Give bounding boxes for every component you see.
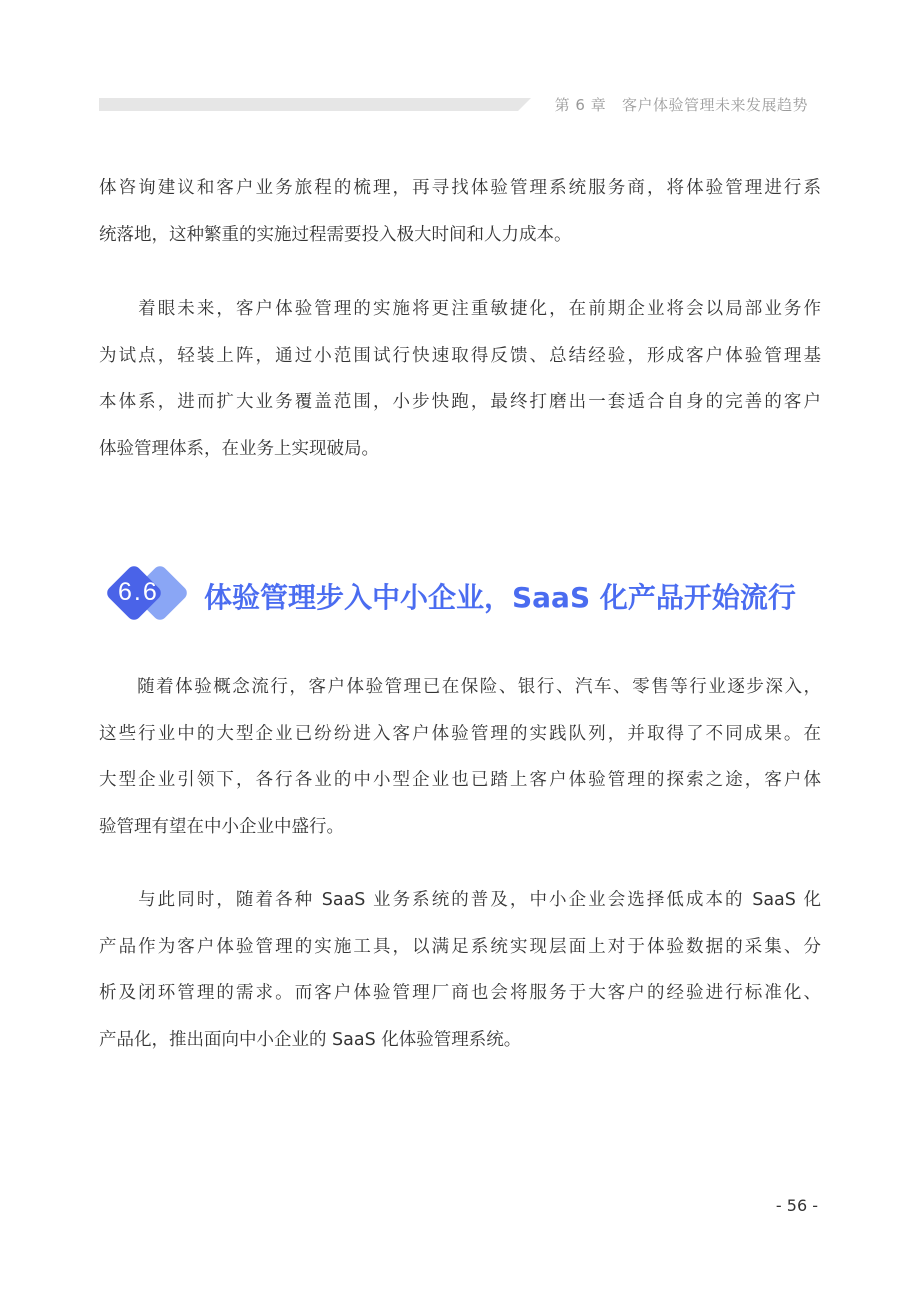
paragraph-4 <box>99 877 821 1064</box>
text-line: 体验管理体系，在业务上实现破局。 <box>99 439 379 460</box>
section-title: 体验管理步入中小企业，SaaS 化产品开始流行 <box>204 581 796 614</box>
page-number: - 56 - <box>775 1196 818 1215</box>
section-number: 6.6 <box>118 578 159 606</box>
section-heading <box>104 568 824 626</box>
paragraph-3 <box>99 664 821 851</box>
text-line: 这些行业中的大型企业已纷纷进入客户体验管理的实践队列，并取得了不同成果。在 <box>99 723 821 744</box>
paragraph-2 <box>99 286 821 473</box>
text-line: 产品化，推出面向中小企业的 SaaS 化体验管理系统。 <box>99 1030 522 1051</box>
text-line: 验管理有望在中小企业中盛行。 <box>99 817 344 838</box>
text-line: 本体系，进而扩大业务覆盖范围，小步快跑，最终打磨出一套适合自身的完善的客户 <box>99 392 821 413</box>
text-line: 统落地，这种繁重的实施过程需要投入极大时间和人力成本。 <box>99 224 572 245</box>
text-line: 随着体验概念流行，客户体验管理已在保险、银行、汽车、零售等行业逐步深入， <box>99 677 821 697</box>
text-line: 大型企业引领下，各行各业的中小型企业也已踏上客户体验管理的探索之途，客户体 <box>99 770 821 791</box>
text-line: 与此同时，随着各种 SaaS 业务系统的普及，中小企业会选择低成本的 SaaS 化 <box>99 890 821 910</box>
text-line: 为试点，轻装上阵，通过小范围试行快速取得反馈、总结经验，形成客户体验管理基 <box>99 345 821 366</box>
chapter-header: 第 6 章 客户体验管理未来发展趋势 <box>554 96 808 114</box>
paragraph-1 <box>99 165 821 258</box>
text-line: 产品作为客户体验管理的实施工具，以满足系统实现层面上对于体验数据的采集、分 <box>99 936 821 957</box>
header-bar <box>99 98 531 111</box>
text-line: 析及闭环管理的需求。而客户体验管理厂商也会将服务于大客户的经验进行标准化、 <box>99 983 821 1004</box>
text-line: 着眼未来，客户体验管理的实施将更注重敏捷化，在前期企业将会以局部业务作 <box>99 299 821 319</box>
text-line: 体咨询建议和客户业务旅程的梳理，再寻找体验管理系统服务商，将体验管理进行系 <box>99 178 821 198</box>
